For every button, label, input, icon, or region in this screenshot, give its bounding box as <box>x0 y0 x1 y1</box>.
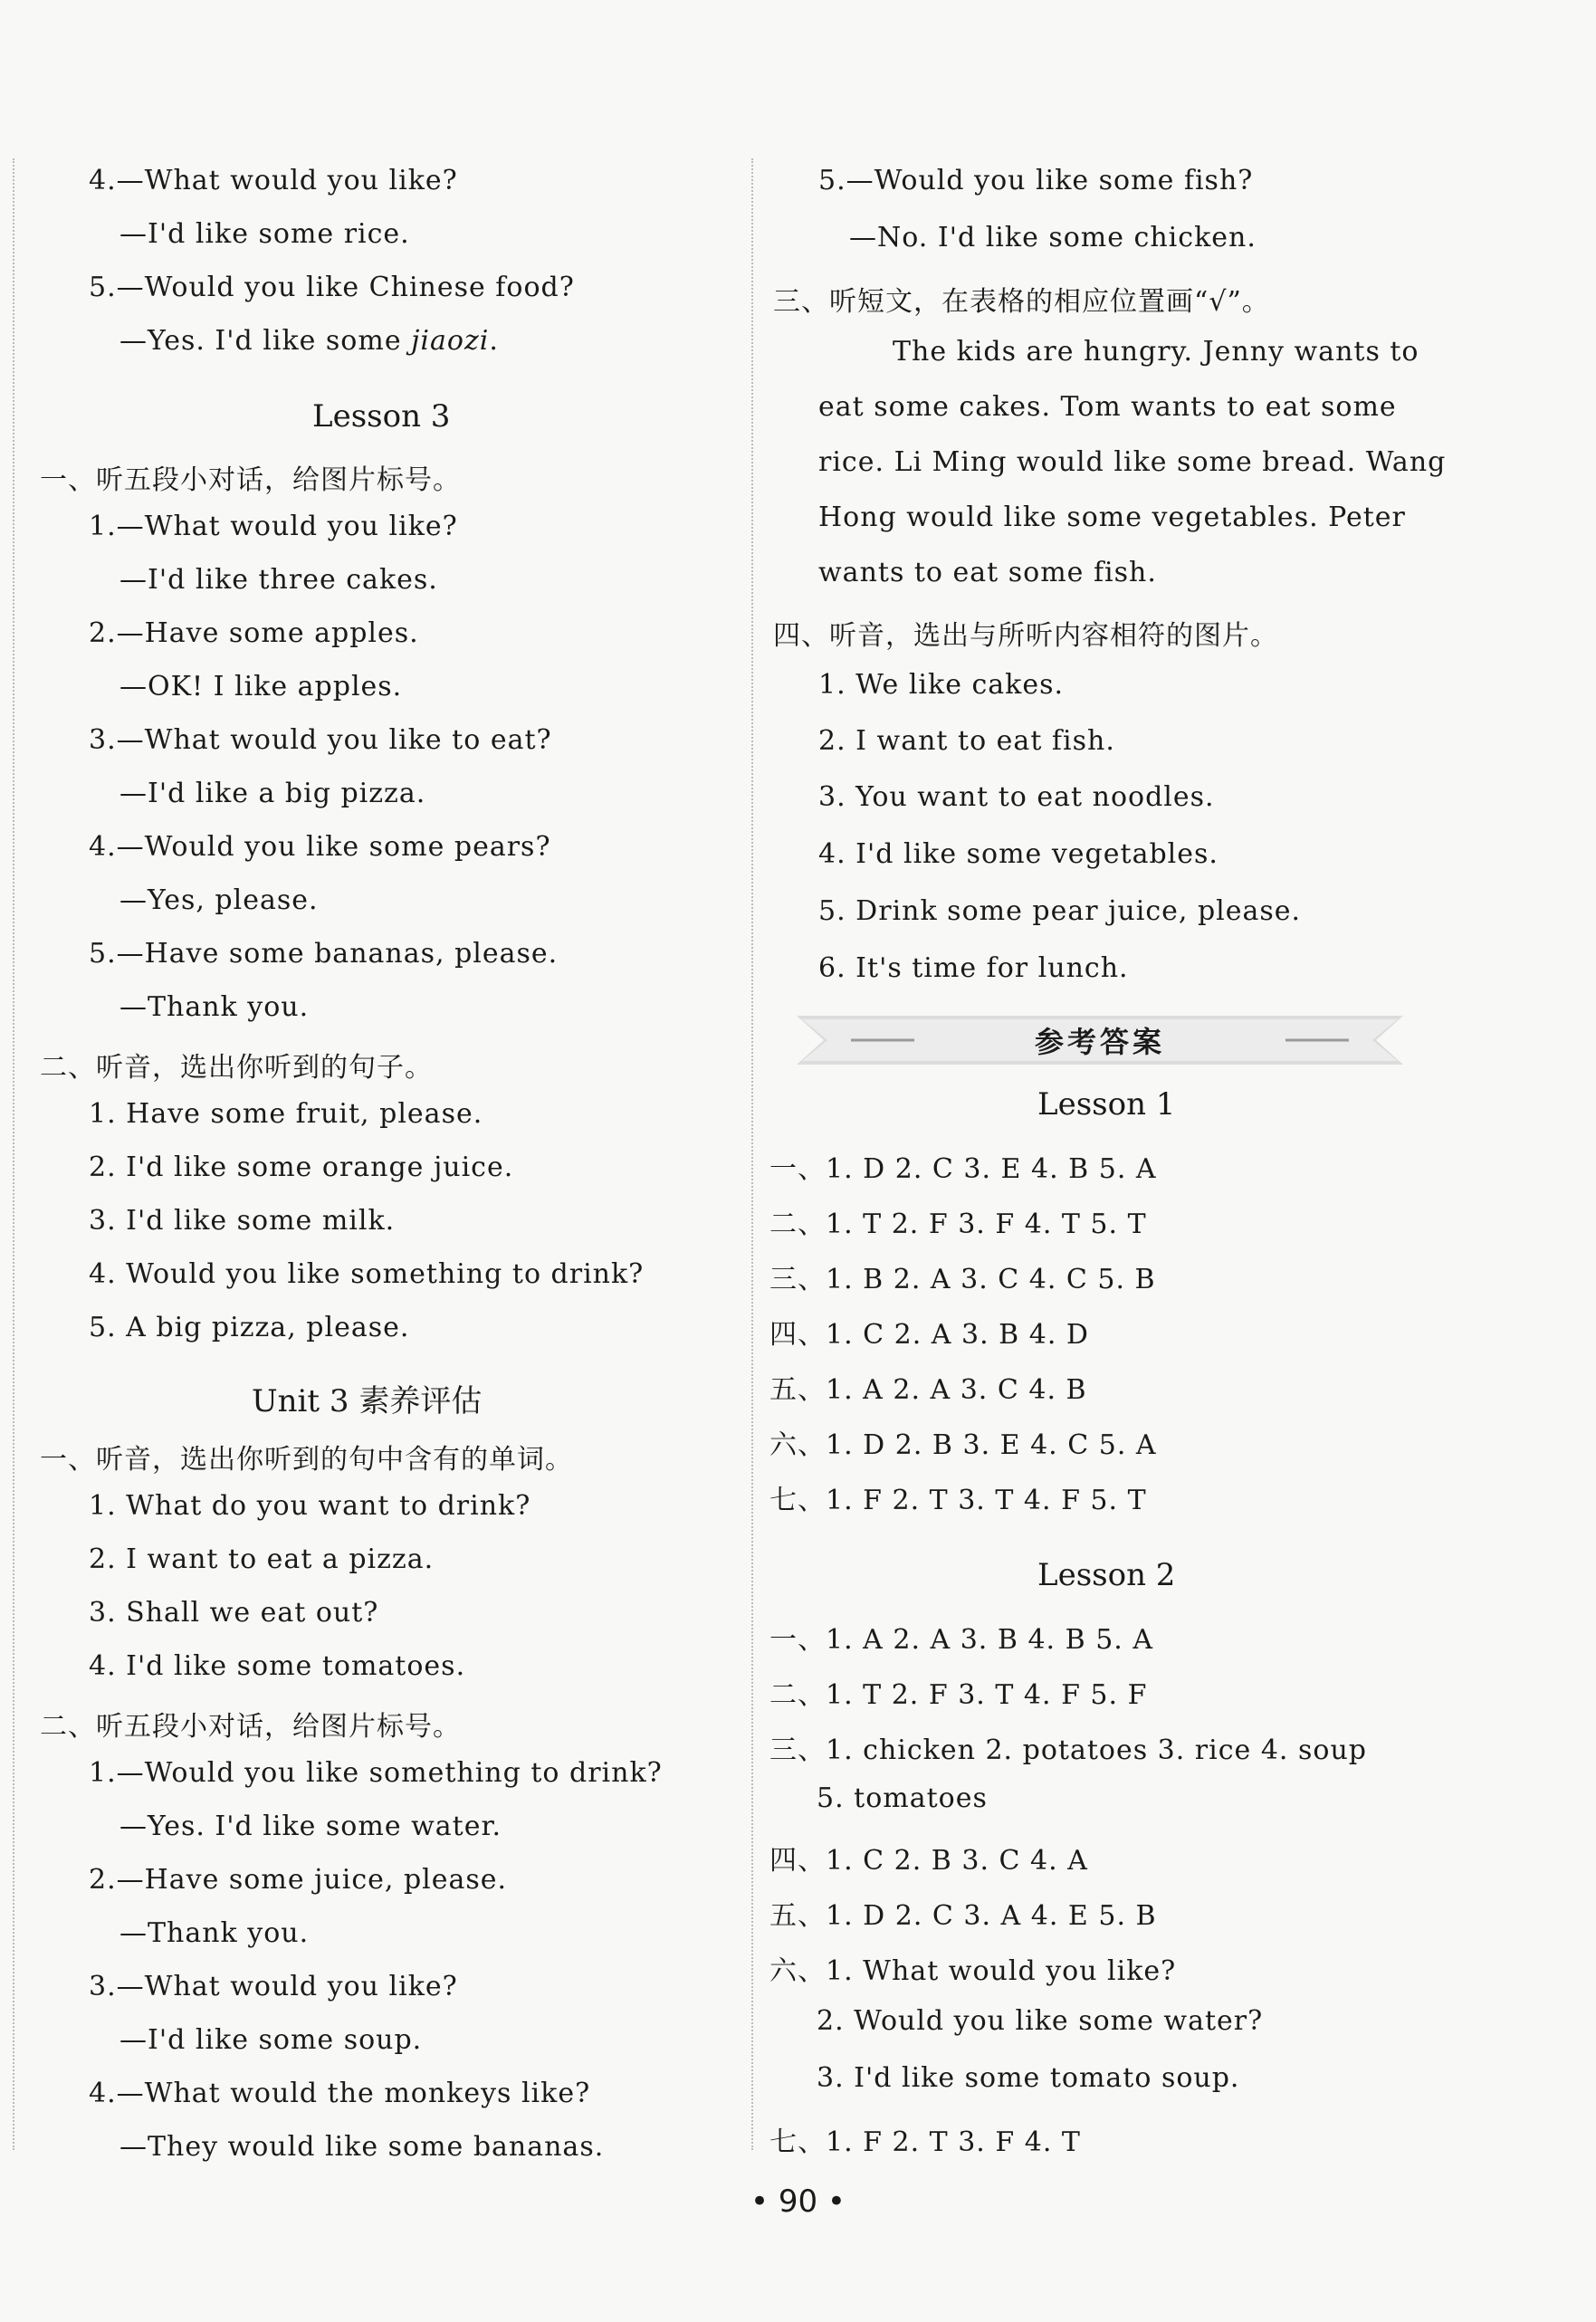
section-title-unit3: Unit 3 素养评估 <box>252 1383 483 1419</box>
line: 5. A big pizza, please. <box>89 1312 410 1343</box>
instruction: 三、听短文，在表格的相应位置画“√”。 <box>773 286 1270 318</box>
line: 4. I'd like some tomatoes. <box>89 1650 466 1682</box>
passage-line: The kids are hungry. Jenny wants to <box>893 336 1419 368</box>
line: —I'd like some soup. <box>119 2024 423 2056</box>
answer-row: 三、1. B 2. A 3. C 4. C 5. B <box>769 1264 1156 1295</box>
line: 5.—Would you like Chinese food? <box>89 272 575 303</box>
answer-row: 七、1. F 2. T 3. F 4. T <box>769 2126 1081 2158</box>
instruction: 二、听音，选出你听到的句子。 <box>40 1052 433 1084</box>
passage-line: wants to eat some fish. <box>818 557 1157 588</box>
line: —I'd like some rice. <box>119 218 410 250</box>
line: 2. I'd like some orange juice. <box>89 1151 514 1183</box>
instruction: 一、听五段小对话，给图片标号。 <box>40 464 461 496</box>
instruction: 一、听音，选出你听到的句中含有的单词。 <box>40 1444 573 1476</box>
answer-row: 3. I'd like some tomato soup. <box>817 2062 1240 2094</box>
line: —They would like some bananas. <box>119 2131 605 2163</box>
line: 2. I want to eat a pizza. <box>89 1543 435 1575</box>
answer-key-banner <box>797 1014 1403 1066</box>
line: 2.—Have some juice, please. <box>89 1864 508 1896</box>
line: 3. You want to eat noodles. <box>818 781 1215 813</box>
passage-line: eat some cakes. Tom wants to eat some <box>818 391 1397 423</box>
line-text: . <box>489 325 499 357</box>
line: 4. I'd like some vegetables. <box>818 838 1219 870</box>
line: —I'd like a big pizza. <box>119 778 426 809</box>
answer-row: 六、1. What would you like? <box>769 1955 1177 1987</box>
line: 1. What do you want to drink? <box>89 1490 531 1522</box>
answer-row: 2. Would you like some water? <box>817 2005 1264 2037</box>
section-title-lesson3: Lesson 3 <box>312 398 451 435</box>
line: 3. Shall we eat out? <box>89 1597 379 1629</box>
page-number: • 90 • <box>750 2183 846 2220</box>
line-text: —Yes. I'd like some <box>119 325 402 357</box>
line: 1. We like cakes. <box>818 669 1065 701</box>
answer-row: 五、1. D 2. C 3. A 4. E 5. B <box>769 1900 1157 1932</box>
passage-line: Hong would like some vegetables. Peter <box>818 502 1406 533</box>
line: —Thank you. <box>119 1917 310 1949</box>
answer-row: 七、1. F 2. T 3. T 4. F 5. T <box>769 1485 1147 1516</box>
answer-row: 五、1. A 2. A 3. C 4. B <box>769 1374 1087 1406</box>
answer-row: 三、1. chicken 2. potatoes 3. rice 4. soup <box>769 1734 1367 1766</box>
answer-row: 二、1. T 2. F 3. T 4. F 5. F <box>769 1679 1148 1711</box>
line: —I'd like three cakes. <box>119 564 438 596</box>
line: 4.—What would the monkeys like? <box>89 2078 591 2109</box>
answer-row: 一、1. A 2. A 3. B 4. B 5. A <box>769 1624 1154 1656</box>
line: 2.—Have some apples. <box>89 617 419 649</box>
line: —Yes, please. <box>119 884 319 916</box>
line: —OK! I like apples. <box>119 671 403 702</box>
line: —Yes. I'd like some water. <box>119 1811 502 1842</box>
answer-row: 四、1. C 2. A 3. B 4. D <box>769 1319 1089 1351</box>
answer-row: 一、1. D 2. C 3. E 4. B 5. A <box>769 1153 1157 1185</box>
passage-line: rice. Li Ming would like some bread. Wang <box>818 446 1447 478</box>
instruction: 四、听音，选出与所听内容相符的图片。 <box>773 620 1278 652</box>
line: 3. I'd like some milk. <box>89 1205 396 1237</box>
answer-row: 六、1. D 2. B 3. E 4. C 5. A <box>769 1429 1157 1461</box>
answer-row: 5. tomatoes <box>817 1782 988 1814</box>
line: 1.—What would you like? <box>89 511 458 542</box>
line: 1.—Would you like something to drink? <box>89 1757 663 1789</box>
line: 5. Drink some pear juice, please. <box>818 895 1302 927</box>
line: 4.—Would you like some pears? <box>89 831 551 863</box>
answer-row: 二、1. T 2. F 3. F 4. T 5. T <box>769 1209 1147 1240</box>
column-divider <box>751 158 753 2150</box>
left-margin-rule <box>13 158 14 2150</box>
line: 5.—Would you like some fish? <box>818 165 1254 196</box>
line: 4. Would you like something to drink? <box>89 1258 645 1290</box>
line: 4.—What would you like? <box>89 165 458 196</box>
line: 5.—Have some bananas, please. <box>89 938 559 970</box>
line: 3.—What would you like to eat? <box>89 724 552 756</box>
banner-title: 参考答案 <box>1034 1025 1165 1059</box>
line: 3.—What would you like? <box>89 1971 458 2002</box>
italic-word: jiaozi <box>411 325 490 357</box>
instruction: 二、听五段小对话，给图片标号。 <box>40 1711 461 1743</box>
line: —Thank you. <box>119 991 310 1023</box>
line: 2. I want to eat fish. <box>818 725 1115 757</box>
section-title-lesson2: Lesson 2 <box>1037 1557 1176 1593</box>
line: —No. I'd like some chicken. <box>849 222 1257 253</box>
section-title-lesson1: Lesson 1 <box>1037 1086 1176 1123</box>
answer-row: 四、1. C 2. B 3. C 4. A <box>769 1845 1088 1877</box>
line: 6. It's time for lunch. <box>818 952 1129 984</box>
line <box>119 325 499 357</box>
line: 1. Have some fruit, please. <box>89 1098 483 1130</box>
